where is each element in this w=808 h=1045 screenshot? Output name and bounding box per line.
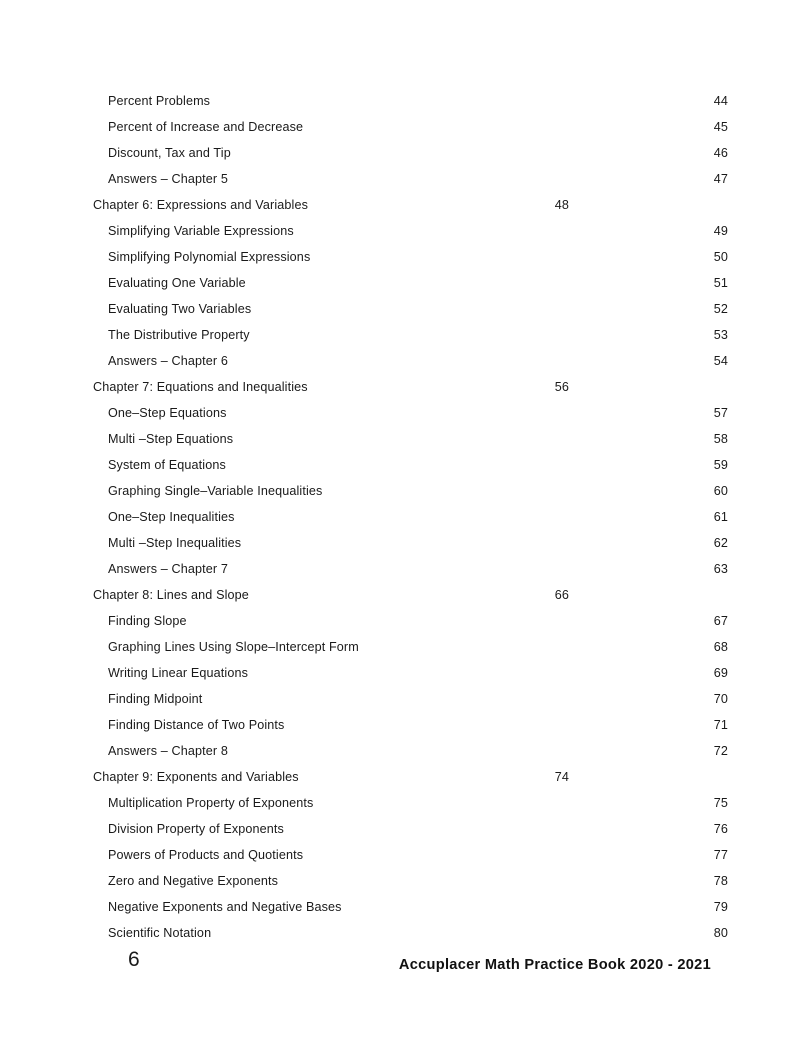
- toc-chapter-row[interactable]: [93, 764, 569, 790]
- dot-leader: [231, 144, 714, 157]
- toc-entry-page-number: 72: [713, 744, 728, 758]
- dot-leader: [249, 586, 555, 599]
- toc-entry-page-number: 76: [713, 822, 728, 836]
- toc-entry-row[interactable]: [108, 894, 728, 920]
- toc-entry-row[interactable]: [108, 660, 728, 686]
- toc-entry-row[interactable]: [108, 348, 728, 374]
- toc-entry-row[interactable]: [108, 452, 728, 478]
- dot-leader: [284, 820, 714, 833]
- toc-entry-title: Answers – Chapter 7: [108, 562, 228, 576]
- toc-entry-page-number: 79: [713, 900, 728, 914]
- toc-entry-title: Percent Problems: [108, 94, 211, 108]
- toc-entry-page-number: 70: [713, 692, 728, 706]
- toc-chapter-row[interactable]: [93, 192, 569, 218]
- dot-leader: [210, 92, 714, 105]
- dot-leader: [248, 664, 714, 677]
- dot-leader: [303, 118, 714, 131]
- toc-entry-page-number: 66: [554, 588, 569, 602]
- toc-entry-row[interactable]: [108, 166, 728, 192]
- dot-leader: [187, 612, 714, 625]
- page-footer: [0, 948, 808, 993]
- dot-leader: [278, 872, 714, 885]
- toc-entry-page-number: 58: [713, 432, 728, 446]
- footer-page-number: 6: [128, 948, 140, 971]
- toc-entry-title: Chapter 7: Equations and Inequalities: [93, 380, 308, 394]
- toc-entry-title: Discount, Tax and Tip: [108, 146, 231, 160]
- toc-entry-title: Zero and Negative Exponents: [108, 874, 279, 888]
- dot-leader: [322, 482, 713, 495]
- dot-leader: [226, 456, 714, 469]
- toc-entry-row[interactable]: [108, 712, 728, 738]
- dot-leader: [235, 508, 714, 521]
- toc-entry-title: Negative Exponents and Negative Bases: [108, 900, 342, 914]
- dot-leader: [228, 352, 714, 365]
- dot-leader: [246, 274, 714, 287]
- dot-leader: [310, 248, 713, 261]
- toc-entry-title: Multiplication Property of Exponents: [108, 796, 314, 810]
- toc-entry-page-number: 52: [713, 302, 728, 316]
- toc-entry-title: Scientific Notation: [108, 926, 212, 940]
- toc-entry-page-number: 54: [713, 354, 728, 368]
- toc-entry-page-number: 61: [713, 510, 728, 524]
- toc-entry-page-number: 68: [713, 640, 728, 654]
- toc-entry-title: Powers of Products and Quotients: [108, 848, 304, 862]
- dot-leader: [250, 326, 714, 339]
- dot-leader: [241, 534, 713, 547]
- toc-chapter-row[interactable]: [93, 582, 569, 608]
- toc-entry-title: Division Property of Exponents: [108, 822, 284, 836]
- toc-entry-row[interactable]: [108, 114, 728, 140]
- dot-leader: [228, 560, 714, 573]
- toc-entry-title: Finding Slope: [108, 614, 187, 628]
- toc-entry-title: Simplifying Variable Expressions: [108, 224, 294, 238]
- toc-entry-row[interactable]: [108, 920, 728, 946]
- toc-entry-page-number: 56: [554, 380, 569, 394]
- toc-entry-page-number: 50: [713, 250, 728, 264]
- dot-leader: [299, 768, 555, 781]
- toc-entry-row[interactable]: [108, 686, 728, 712]
- dot-leader: [233, 430, 714, 443]
- toc-entry-row[interactable]: [108, 608, 728, 634]
- toc-entry-title: Chapter 9: Exponents and Variables: [93, 770, 299, 784]
- toc-entry-row[interactable]: [108, 140, 728, 166]
- toc-entry-row[interactable]: [108, 530, 728, 556]
- dot-leader: [313, 794, 713, 807]
- toc-entry-page-number: 46: [713, 146, 728, 160]
- toc-entry-page-number: 53: [713, 328, 728, 342]
- toc-entry-row[interactable]: [108, 296, 728, 322]
- toc-entry-title: Answers – Chapter 8: [108, 744, 228, 758]
- toc-entry-row[interactable]: [108, 322, 728, 348]
- toc-entry-page-number: 51: [713, 276, 728, 290]
- dot-leader: [228, 742, 714, 755]
- toc-entry-title: Graphing Lines Using Slope–Intercept Form: [108, 640, 359, 654]
- toc-entry-row[interactable]: [108, 270, 728, 296]
- dot-leader: [202, 690, 713, 703]
- toc-entry-page-number: 78: [713, 874, 728, 888]
- toc-entry-row[interactable]: [108, 244, 728, 270]
- toc-entry-title: One–Step Inequalities: [108, 510, 235, 524]
- toc-entry-page-number: 60: [713, 484, 728, 498]
- dot-leader: [308, 378, 555, 391]
- toc-entry-page-number: 45: [713, 120, 728, 134]
- toc-entry-title: Answers – Chapter 6: [108, 354, 228, 368]
- toc-entry-page-number: 75: [713, 796, 728, 810]
- toc-entry-title: Percent of Increase and Decrease: [108, 120, 304, 134]
- toc-entry-row[interactable]: [108, 218, 728, 244]
- toc-entry-title: Multi –Step Equations: [108, 432, 234, 446]
- toc-entry-page-number: 80: [713, 926, 728, 940]
- toc-entry-page-number: 62: [713, 536, 728, 550]
- dot-leader: [359, 638, 714, 651]
- toc-entry-page-number: 48: [554, 198, 569, 212]
- toc-entry-page-number: 49: [713, 224, 728, 238]
- toc-entry-page-number: 47: [713, 172, 728, 186]
- toc-entry-page-number: 69: [713, 666, 728, 680]
- dot-leader: [251, 300, 713, 313]
- toc-entry-row[interactable]: [108, 478, 728, 504]
- toc-entry-page-number: 71: [713, 718, 728, 732]
- toc-entry-row[interactable]: [108, 738, 728, 764]
- toc-entry-title: Graphing Single–Variable Inequalities: [108, 484, 323, 498]
- toc-entry-title: System of Equations: [108, 458, 226, 472]
- toc-entry-page-number: 67: [713, 614, 728, 628]
- table-of-contents: [93, 88, 728, 946]
- toc-entry-page-number: 77: [713, 848, 728, 862]
- toc-entry-title: The Distributive Property: [108, 328, 250, 342]
- toc-entry-row[interactable]: [108, 634, 728, 660]
- toc-entry-title: One–Step Equations: [108, 406, 227, 420]
- dot-leader: [294, 222, 714, 235]
- toc-entry-title: Evaluating One Variable: [108, 276, 246, 290]
- toc-entry-row[interactable]: [108, 556, 728, 582]
- toc-entry-row[interactable]: [108, 88, 728, 114]
- toc-chapter-row[interactable]: [93, 374, 569, 400]
- dot-leader: [228, 170, 714, 183]
- toc-entry-row[interactable]: [108, 842, 728, 868]
- toc-entry-row[interactable]: [108, 790, 728, 816]
- toc-entry-page-number: 74: [554, 770, 569, 784]
- dot-leader: [227, 404, 714, 417]
- dot-leader: [308, 196, 555, 209]
- toc-entry-row[interactable]: [108, 868, 728, 894]
- dot-leader: [303, 846, 714, 859]
- dot-leader: [211, 924, 714, 937]
- toc-entry-row[interactable]: [108, 400, 728, 426]
- toc-entry-row[interactable]: [108, 426, 728, 452]
- toc-entry-page-number: 44: [713, 94, 728, 108]
- toc-entry-title: Multi –Step Inequalities: [108, 536, 242, 550]
- toc-entry-row[interactable]: [108, 816, 728, 842]
- footer-book-title: Accuplacer Math Practice Book 2020 - 2021: [398, 957, 711, 973]
- dot-leader: [342, 898, 714, 911]
- toc-entry-page-number: 59: [713, 458, 728, 472]
- toc-entry-title: Answers – Chapter 5: [108, 172, 228, 186]
- toc-entry-title: Evaluating Two Variables: [108, 302, 252, 316]
- toc-entry-title: Simplifying Polynomial Expressions: [108, 250, 311, 264]
- toc-entry-title: Finding Distance of Two Points: [108, 718, 285, 732]
- dot-leader: [284, 716, 713, 729]
- toc-entry-row[interactable]: [108, 504, 728, 530]
- toc-entry-title: Finding Midpoint: [108, 692, 203, 706]
- toc-entry-title: Chapter 6: Expressions and Variables: [93, 198, 309, 212]
- toc-entry-page-number: 57: [713, 406, 728, 420]
- toc-entry-page-number: 63: [713, 562, 728, 576]
- toc-entry-title: Chapter 8: Lines and Slope: [93, 588, 249, 602]
- toc-entry-title: Writing Linear Equations: [108, 666, 248, 680]
